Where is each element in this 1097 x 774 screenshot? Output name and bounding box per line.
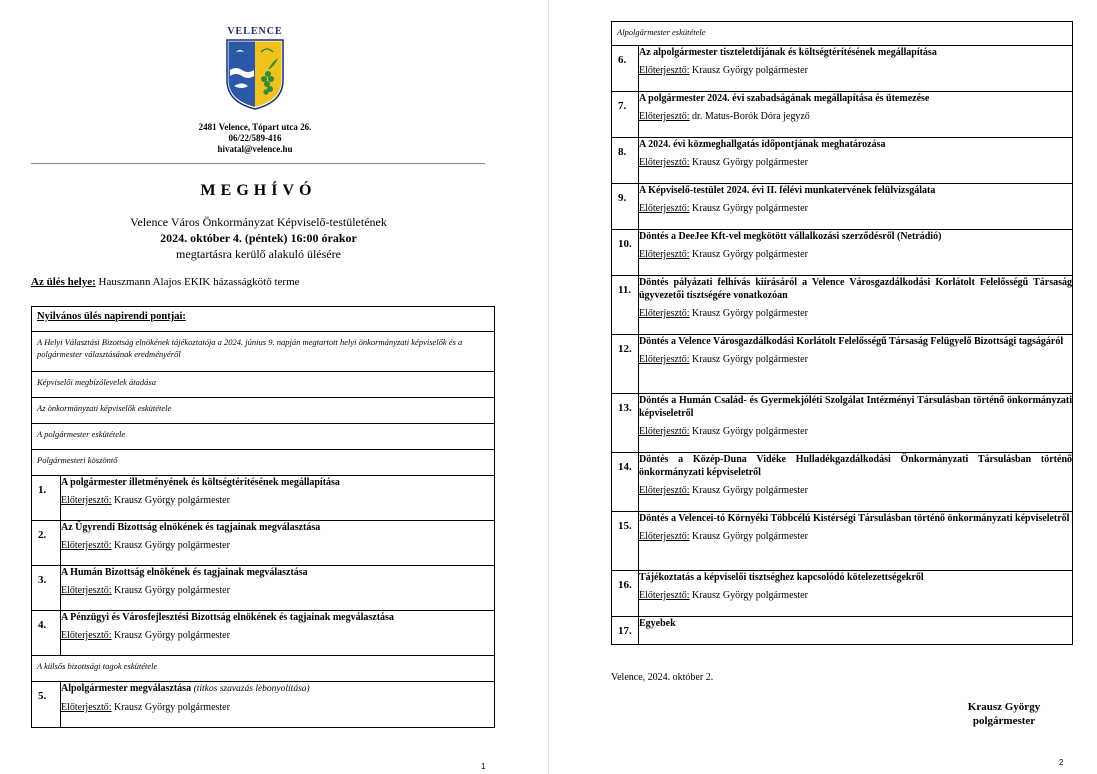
item-title: A 2024. évi közmeghallgatás időpontjának meghatározása	[639, 139, 886, 150]
presenter-label: Előterjesztő:	[639, 426, 690, 437]
item-number: 3.	[32, 566, 61, 611]
presenter-name: Krausz György polgármester	[692, 485, 808, 496]
venue-value: Hauszmann Alajos EKIK házasságkötő terme	[98, 276, 300, 288]
item-number: 7.	[612, 92, 639, 138]
agenda-item-6	[612, 46, 1073, 92]
item-title: A Pénzügyi és Városfejlesztési Bizottság elnökének és tagjainak megválasztása	[61, 612, 394, 623]
presenter-label: Előterjesztő:	[639, 249, 690, 260]
item-title: Döntés a Velence Városgazdálkodási Korlátolt Felelősségű Társaság Felügyelő Bizottsági tagságáról	[639, 336, 1064, 347]
agenda-item-2	[32, 521, 495, 566]
presenter-label: Előterjesztő:	[639, 203, 690, 214]
item-number: 6.	[612, 46, 639, 92]
agenda-item-7	[612, 92, 1073, 138]
subtitle-line-1: Velence Város Önkormányzat Képviselő-testületének	[130, 215, 387, 229]
item-number: 12.	[612, 335, 639, 394]
external-members-oath: A külsős bizottsági tagok eskütétele	[32, 656, 495, 682]
email-address[interactable]: hivatal@velence.hu	[217, 144, 293, 154]
item-title: Döntés a DeeJee Kft-vel megkötött vállalkozási szerződésről (Netrádió)	[639, 231, 942, 242]
address-block	[150, 122, 360, 155]
item-title: Döntés pályázati felhívás kiírásáról a Velence Városgazdálkodási Korlátolt Felelősségű Társaság ügyvezetői tisztségére vonatkozóan	[639, 277, 1073, 301]
presenter-label: Előterjesztő:	[639, 308, 690, 319]
agenda-item-9	[612, 184, 1073, 230]
crest-text: VELENCE	[227, 26, 283, 37]
item-title: Döntés a Velencei-tó Környéki Többcélú Kistérségi Társulásban történő önkormányzati képviseletről	[639, 513, 1070, 524]
presenter-label: Előterjesztő:	[639, 531, 690, 542]
item-number: 15.	[612, 512, 639, 571]
presenter-name: dr. Matus-Borók Dóra jegyző	[692, 111, 810, 122]
item-number: 16.	[612, 571, 639, 617]
agenda-item-16	[612, 571, 1073, 617]
signature-name: Krausz György	[967, 701, 1041, 713]
pre-item-mayor-oath: A polgármester eskütétele	[32, 424, 495, 450]
item-number: 11.	[612, 276, 639, 335]
item-title: Tájékoztatás a képviselői tisztséghez kapcsolódó kötelezettségekről	[639, 572, 924, 583]
presenter-name: Krausz György polgármester	[114, 540, 230, 551]
presenter-label: Előterjesztő:	[61, 495, 112, 506]
page-number-1: 1	[481, 762, 486, 771]
presenter-name: Krausz György polgármester	[692, 65, 808, 76]
venue-label: Az ülés helye:	[31, 276, 96, 288]
pre-item-election-report: A Helyi Választási Bizottság elnökének tájékoztatója a 2024. június 9. napján megtartott helyi önkormányzati képviselők és a polgármester választásának eredményéről	[32, 332, 495, 372]
presenter-name: Krausz György polgármester	[114, 702, 230, 713]
agenda-item-5	[32, 682, 495, 728]
agenda-item-13	[612, 394, 1073, 453]
phone-number: 06/22/589-416	[228, 133, 282, 143]
item-title: Döntés a Humán Család- és Gyermekjóléti Szolgálat Intézményi Társulásban történő önkormányzati képviseletről	[639, 395, 1073, 419]
agenda-item-1	[32, 476, 495, 521]
agenda-item-15	[612, 512, 1073, 571]
item-number: 4.	[32, 611, 61, 656]
presenter-label: Előterjesztő:	[61, 702, 112, 713]
page-1	[0, 0, 548, 774]
agenda-table-page-2	[611, 21, 1073, 645]
presenter-name: Krausz György polgármester	[692, 203, 808, 214]
item-title: Az alpolgármester tiszteletdíjának és költségtérítésének megállapítása	[639, 47, 937, 58]
subtitle-line-2: 2024. október 4. (péntek) 16:00 órakor	[160, 231, 357, 245]
presenter-label: Előterjesztő:	[61, 585, 112, 596]
address-line: 2481 Velence, Tópart utca 26.	[198, 122, 312, 132]
item-title: A Humán Bizottság elnökének és tagjainak megválasztása	[61, 567, 308, 578]
deputy-mayor-oath: Alpolgármester eskütétele	[612, 22, 1073, 46]
presenter-name: Krausz György polgármester	[692, 531, 808, 542]
item-number: 9.	[612, 184, 639, 230]
venue-line	[31, 276, 300, 288]
agenda-table-page-1	[31, 306, 495, 728]
item-number: 14.	[612, 453, 639, 512]
agenda-item-11	[612, 276, 1073, 335]
item-number: 2.	[32, 521, 61, 566]
item-number: 17.	[612, 617, 639, 645]
item-number: 1.	[32, 476, 61, 521]
item-title: Döntés a Közép-Duna Vidéke Hulladékgazdálkodási Önkormányzati Társulásban történő önkormányzati képviseletről	[639, 454, 1073, 478]
presenter-name: Krausz György polgármester	[692, 308, 808, 319]
agenda-item-17	[612, 617, 1073, 645]
item-title: A polgármester illetményének és költségtérítésének megállapítása	[61, 477, 340, 488]
presenter-label: Előterjesztő:	[639, 157, 690, 168]
page-title: MEGHÍVÓ	[200, 182, 317, 199]
header-divider	[31, 163, 485, 164]
page-2	[549, 0, 1097, 774]
page-number-2: 2	[1059, 758, 1064, 767]
presenter-label: Előterjesztő:	[639, 354, 690, 365]
presenter-name: Krausz György polgármester	[114, 495, 230, 506]
agenda-item-3	[32, 566, 495, 611]
presenter-label: Előterjesztő:	[61, 540, 112, 551]
presenter-label: Előterjesztő:	[639, 111, 690, 122]
presenter-name: Krausz György polgármester	[692, 249, 808, 260]
agenda-header: Nyilvános ülés napirendi pontjai:	[32, 307, 495, 332]
pre-item-councillor-oath: Az önkormányzati képviselők eskütétele	[32, 398, 495, 424]
presenter-name: Krausz György polgármester	[692, 426, 808, 437]
item-title: Az Ügyrendi Bizottság elnökének és tagjainak megválasztása	[61, 522, 321, 533]
pre-item-mandate-handover: Képviselői megbízólevelek átadása	[32, 372, 495, 398]
presenter-name: Krausz György polgármester	[114, 585, 230, 596]
signature-role: polgármester	[972, 715, 1036, 727]
agenda-item-12	[612, 335, 1073, 394]
presenter-label: Előterjesztő:	[639, 485, 690, 496]
agenda-item-8	[612, 138, 1073, 184]
item-number: 10.	[612, 230, 639, 276]
item-title: A Képviselő-testület 2024. évi II. félévi munkatervének felülvizsgálata	[639, 185, 936, 196]
pre-item-mayor-greeting: Polgármesteri köszöntő	[32, 450, 495, 476]
item-number: 8.	[612, 138, 639, 184]
item-number: 5.	[32, 682, 61, 728]
presenter-label: Előterjesztő:	[61, 630, 112, 641]
presenter-name: Krausz György polgármester	[114, 630, 230, 641]
subtitle-line-3: megtartásra kerülő alakuló ülésére	[176, 247, 341, 261]
item-title: A polgármester 2024. évi szabadságának megállapítása és ütemezése	[639, 93, 930, 104]
item-number: 13.	[612, 394, 639, 453]
presenter-name: Krausz György polgármester	[692, 354, 808, 365]
item-title: Egyebek	[639, 618, 676, 629]
presenter-label: Előterjesztő:	[639, 65, 690, 76]
presenter-name: Krausz György polgármester	[692, 157, 808, 168]
agenda-item-14	[612, 453, 1073, 512]
item-note: (titkos szavazás lebonyolítása)	[193, 684, 310, 694]
agenda-item-10	[612, 230, 1073, 276]
city-crest-logo	[224, 22, 286, 110]
date-line: Velence, 2024. október 2.	[611, 672, 714, 683]
item-title: Alpolgármester megválasztása	[61, 683, 192, 694]
presenter-label: Előterjesztő:	[639, 590, 690, 601]
agenda-item-4	[32, 611, 495, 656]
signature-block	[959, 700, 1049, 728]
presenter-name: Krausz György polgármester	[692, 590, 808, 601]
